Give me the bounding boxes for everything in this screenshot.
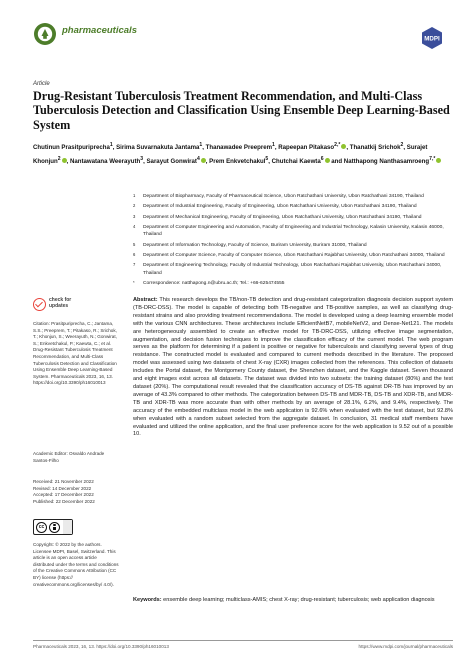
author-affiliation-sup: 1 — [199, 142, 203, 148]
correspondence-text[interactable]: Correspondence: natthapong.n@ubru.ac.th; Tel.: +66-625474555 — [143, 280, 285, 286]
author-affiliation-sup: 2 — [57, 155, 61, 162]
author-name[interactable]: Nantawatana Weerayuth — [69, 157, 141, 165]
footer-journal-link[interactable]: https://www.mdpi.com/journal/pharmaceuticals — [358, 644, 453, 649]
cc-by-license-icon[interactable] — [33, 519, 73, 535]
attribution-icon — [49, 522, 60, 533]
accepted-date: Accepted: 17 December 2022 — [33, 492, 94, 498]
affiliation-number: 3 — [133, 213, 136, 219]
abstract — [133, 297, 453, 439]
revised-date: Revised: 14 December 2022 — [33, 485, 92, 491]
license-strip — [63, 520, 72, 534]
published-date: Published: 22 December 2022 — [33, 498, 95, 504]
affiliation-number: * — [133, 279, 135, 285]
pharmaceuticals-logo-icon — [33, 22, 57, 46]
author-affiliation-sup: 1 — [109, 142, 113, 148]
check-updates-label: check for updates — [49, 297, 72, 309]
cc-icon: cc — [36, 522, 47, 533]
author-name[interactable]: Thanatkij Srichok — [349, 144, 401, 152]
affiliation-number: 1 — [133, 193, 136, 198]
author-affiliation-sup: 7,* — [429, 155, 436, 162]
affiliation-number: 2 — [133, 203, 136, 209]
affiliation-text: Department of Computer Engineering and Automation, Faculty of Engineering and Industrial Technology, Kalasin University, Kalasin 46000, Thailand — [143, 224, 444, 238]
mdpi-logo-icon[interactable] — [420, 26, 444, 50]
journal-name[interactable]: pharmaceuticals — [62, 25, 137, 36]
affiliation-text: Department of Information Technology, Faculty of Science, Buriram University, Buriram 31000, Thailand — [143, 242, 367, 248]
affiliation-item — [133, 214, 453, 221]
affiliation-item — [133, 224, 453, 239]
author-name[interactable]: Surajet Khonjun — [33, 144, 428, 165]
footer-divider — [33, 640, 453, 641]
affiliation-list — [133, 193, 453, 290]
affiliation-text: Department of Mechanical Engineering, Faculty of Engineering, Ubon Ratchathani University, Ubon Ratchathani 34190, Thailand — [143, 214, 422, 220]
copyright-text: Copyright: © 2022 by the authors. Licensee MDPI, Basel, Switzerland. This article is an open access article distributed under the terms and conditions of the Creative Commons Attribution (CC BY) license (https:// creativecommons.org/licenses/by/ 4.0/). — [33, 542, 119, 587]
orcid-icon[interactable] — [341, 144, 346, 149]
affiliation-number: 5 — [133, 241, 136, 247]
author-name[interactable]: Natthapong Nanthasamroeng — [343, 157, 430, 165]
affiliation-number: 7 — [133, 262, 136, 268]
author-affiliation-sup: 5 — [265, 155, 269, 162]
author-affiliation-sup: 1 — [272, 142, 275, 148]
author-name[interactable]: Rapeepan Pitakaso — [278, 144, 335, 152]
author-affiliation-sup: 2 — [400, 142, 404, 148]
article-type: Article — [33, 81, 50, 87]
affiliation-item — [133, 262, 453, 277]
author-list: Chutinun Prasitpuriprecha$^1$, Sirima Suvarnakuta Jantama$^1$, Thanawadee Preeprem$^1$, Rapeepan Pitakaso$^{2,*}$ , Thanatkij Srichok$^2$, Surajet Khonjun$^2$ , Nantawatana Weerayuth$^3$, Sarayut Gonwirat$^4$ , Prem Enkvetchakul$^5$, Chutchai Kaewta$^6$ and Natthapong Nanthasamroeng$^{7,*}$ — [33, 140, 453, 167]
affiliation-item — [133, 252, 453, 259]
orcid-icon[interactable] — [325, 158, 330, 163]
author-name[interactable]: Sarayut Gonwirat — [146, 157, 197, 165]
affiliation-item — [133, 203, 453, 210]
affiliation-text: Department of Industrial Engineering, Faculty of Engineering, Ubon Ratchathani University, Ubon Ratchathani 34190, Thailand — [143, 204, 417, 210]
author-name[interactable]: Chutchai Kaewta — [271, 157, 321, 165]
author-name[interactable]: Chutinun Prasitpuriprecha — [33, 144, 110, 152]
orcid-icon[interactable] — [201, 158, 206, 163]
keywords-text: ensemble deep learning; multiclass-AMIS; chest X-ray; drug-resistant; tuberculosis; web application diagnosis — [163, 597, 435, 603]
check-updates-icon — [33, 298, 46, 311]
abstract-text: This research develops the TB/non-TB detection and drug-resistant categorization diagnosis decision support system (TB-DRC-DSS). The model is capable of detecting both TB-negative and TB-positive samples, as well as classifying drug-resistant strains and also providing treatment recommendations. The model is developed using a deep learning ensemble model with the various CNN architectures. These architectures include EfficientNetB7, mobileNetV2, and Dense-Net121. The models are heterogeneously assembled to create an effective model for TB-DRC-DSS, utilizing effective image segmentation, augmentation, and decision fusion techniques to improve the classification efficacy of the current model. The web program serves as the platform for determining if a patient is positive or negative for tuberculosis and classifying several types of drug resistance. The constructed model is evaluated and compared to current methods described in the literature. The proposed model was assessed using two datasets of chest X-ray (CXR) images collected from the references. This collection of datasets includes the Portal dataset, the Montgomery County dataset, the Shenzhen dataset, and the Kaggle dataset. Seven thousand and eight images exist across all datasets. The dataset was divided into two subsets: the training dataset (80%) and the test dataset (20%). The computational result revealed that the classification accuracy of DS-TB against DR-TB has improved by an average of 43.3% compared to other methods. The categorization between DS-TB and MDR-TB, DS-TB and XDR-TB, and MDR-TB and XDR-TB was more accurate than with other methods by an average of 28.1%, 6.2%, and 9.4%, respectively. The accuracy of the embedded multiclass model in the web application is 92.6% when evaluated with the test dataset, but 92.8% when evaluated with a random subset selected from the aggregate dataset. In conclusion, 31 medical staff members have evaluated and utilized the online application, and the final user preference score for the web application is 9.52 out of a possible 10. — [133, 297, 454, 438]
orcid-icon[interactable] — [62, 158, 67, 163]
footer-citation-link[interactable]: Pharmaceuticals 2023, 16, 13. https://doi.org/10.3390/ph16010013 — [33, 644, 169, 649]
svg-text:MDPI: MDPI — [424, 35, 440, 43]
keywords-label: Keywords: — [133, 597, 162, 603]
author-name[interactable]: Sirima Suvarnakuta Jantama — [116, 144, 200, 152]
abstract-label: Abstract: — [133, 297, 158, 303]
orcid-icon[interactable] — [436, 158, 441, 163]
correspondence-item — [133, 280, 453, 287]
page-footer — [33, 644, 453, 649]
author-affiliation-sup: 2,* — [334, 142, 341, 148]
affiliation-text: Department of Engineering Technology, Faculty of Industrial Technology, Ubon Ratchathani Rajabhat University, Ubon Ratchathani 34000, Thailand — [143, 263, 442, 276]
affiliation-text: Department of Biopharmacy, Faculty of Pharmaceutical Science, Ubon Ratchathani University, Ubon Ratchathani 34190, Thailand — [143, 194, 424, 199]
affiliation-number: 6 — [133, 251, 136, 257]
affiliation-item — [133, 193, 453, 200]
affiliation-number: 4 — [133, 223, 136, 229]
article-title: Drug-Resistant Tuberculosis Treatment Recommendation, and Multi-Class Tuberculosis Detection and Classification Using Ensemble Deep Learning-Based System — [33, 89, 450, 132]
affiliation-text: Department of Computer Science, Faculty of Computer Science, Ubon Ratchathani Rajabhat University, Ubon Ratchathani 34000, Thailand — [143, 252, 445, 258]
author-name[interactable]: Thanawadee Preeprem — [205, 144, 273, 152]
affiliation-item — [133, 242, 453, 249]
citation-text: Citation: Prasitpuriprecha, C.; Jantama, S.S.; Preeprem, T.; Pitakaso, R.; Srichok, T.; Khonjun, S.; Weerayuth, N.; Gonwirat, S.; Enkvetchakul, P.; Kaewta, C.; et al. Drug-Resistant Tuberculosis Treatment Recommendation, and Multi-Class Tuberculosis Detection and Classification Using Ensemble Deep Learning-Based System. Pharmaceuticals 2023, 16, 13. https://doi.org/10.3390/ph16010013 — [33, 321, 117, 386]
keywords — [133, 597, 453, 605]
author-affiliation-sup: 6 — [320, 155, 324, 162]
author-affiliation-sup: 3 — [140, 155, 144, 162]
publication-dates — [33, 479, 119, 505]
received-date: Received: 21 November 2022 — [33, 479, 94, 484]
author-name[interactable]: Prem Enkvetchakul — [209, 157, 266, 165]
author-affiliation-sup: 4 — [196, 155, 200, 162]
academic-editor: Academic Editor: Osvaldo Andrade Santos-Filho — [33, 451, 105, 463]
check-for-updates-button[interactable] — [33, 296, 88, 312]
